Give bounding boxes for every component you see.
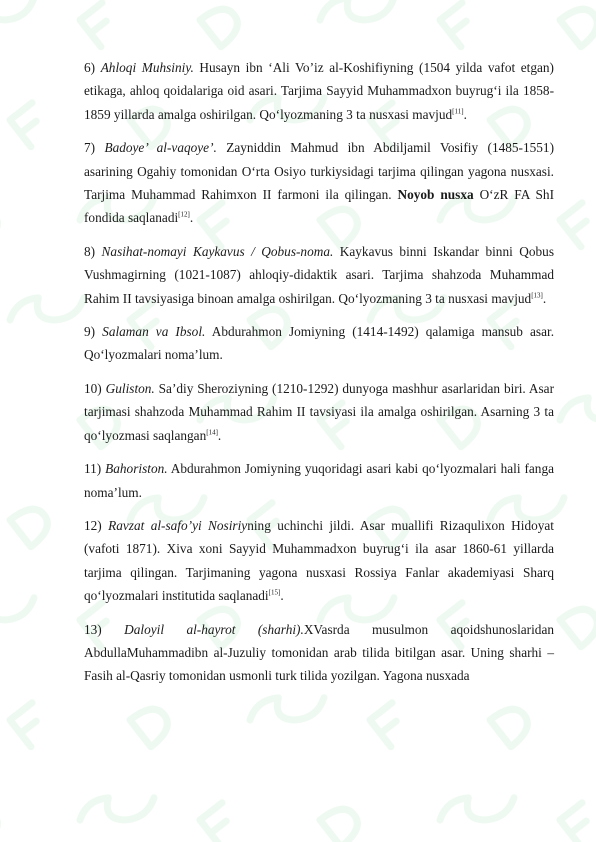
paragraph-text: Zayniddin Mahmud ibn Abdiljamil Vosifiy (1485-1551) asarining Ogahiy tomonidan O‘rta Osiyo turkiysidagi tarjima qilingan yagona nusxasi. Tarjima Muhammad Rahimxon II farmoni ila qilingan. xyxy=(84,140,554,203)
work-title: Daloyil al-hayrot (sharhi). xyxy=(124,621,304,637)
paragraph-8: 8) Nasihat-nomayi Kaykavus / Qobus-noma. Kaykavus binni Iskandar binni Qobus Vushmagirning (1021-1087) ahloqiy-didaktik asari. Tarjima shahzoda Muhammad Rahim II tavsiyasiga binoan amalga oshirilgan. Qo‘lyozmaning 3 ta nusxasi mavjud[13]. xyxy=(84,243,554,306)
watermark-glyph xyxy=(436,771,517,842)
footnote-ref[interactable]: [12] xyxy=(178,211,190,220)
watermark-glyph xyxy=(370,703,413,747)
watermark-glyph xyxy=(320,802,365,842)
watermark-glyph xyxy=(560,602,596,647)
paragraph-11 xyxy=(84,457,554,504)
watermark-glyph xyxy=(0,571,38,647)
watermark-glyph xyxy=(200,2,245,47)
paragraph-text: Abdurahmon Jomiyning yuqoridagi asari kabi qo‘lyozmalari hali fanga noma’lum. xyxy=(84,461,554,500)
footnote-ref[interactable]: [14] xyxy=(206,428,218,437)
watermark-glyph xyxy=(10,703,53,747)
paragraph-text: ning uchinchi jildi. Asar muallifi Rizaqulixon Hidoyat (vafoti 1871). Xiva xoni Sayyid Muhammadxon buyrug‘i ila asar 1860-61 yillarda tarjima qilingan. Tarjimaning yagona nusxasi Rossiya Fanlar akademiyasi Sharq qo‘lyozmalari institutida saqlanadi xyxy=(84,517,554,604)
item-number: 8) xyxy=(84,243,96,259)
footnote-ref[interactable]: [11] xyxy=(452,107,464,116)
work-title: Guliston. xyxy=(105,380,155,396)
watermark-glyph xyxy=(560,803,596,842)
paragraph-6: 6) Ahloqi Muhsiniy. Husayn ibn ‘Ali Vo’iz al-Koshifiyning (1504 yilda vafot etgan) etikaga, ahloq qoidalariga oid asari. Tarjima Sayyid Muhammadxon buyrug‘i ila 1858-1859 yillarda amalga oshirilgan. Qo‘lyozmaning 3 ta nusxasi mavjud[11]. xyxy=(84,60,554,122)
item-number: 13) xyxy=(84,621,102,637)
footnote-ref[interactable]: [13] xyxy=(531,291,543,300)
item-number: 6) xyxy=(84,60,96,75)
watermark-glyph xyxy=(0,802,5,842)
bold-phrase: Noyob nusxa xyxy=(397,187,474,203)
item-number: 10) xyxy=(84,380,102,396)
watermark-glyph xyxy=(0,202,5,247)
paragraph-10: 10) Guliston. Sa’diy Sheroziyning (1210-1292) dunyoga mashhur asarlaridan biri. Asar tarjimasi shahzoda Muhammad Rahim II tavsiyasi ila amalga oshirilgan. Asarning 3 ta qo‘lyozmasi saqlangan[14]. xyxy=(84,380,554,443)
paragraph-13 xyxy=(84,618,554,688)
watermark-glyph xyxy=(200,803,243,842)
item-number: 11) xyxy=(84,461,102,477)
watermark-glyph xyxy=(6,271,87,347)
watermark-glyph xyxy=(560,2,596,47)
watermark-glyph xyxy=(316,0,397,47)
watermark-glyph xyxy=(10,103,53,147)
watermark-glyph xyxy=(560,203,596,247)
watermark-glyph xyxy=(440,3,483,47)
watermark-glyph xyxy=(130,702,175,747)
watermark-glyph xyxy=(10,502,55,547)
item-number: 12) xyxy=(84,517,102,533)
work-title: Badoye’ al-vaqoye’. xyxy=(104,140,217,156)
watermark-glyph xyxy=(80,3,123,47)
item-number: 7) xyxy=(84,140,96,156)
watermark-glyph xyxy=(490,702,535,747)
item-number: 9) xyxy=(84,324,96,340)
work-title: Ravzat al-safo’yi Nosiriy xyxy=(108,517,248,533)
watermark-glyph xyxy=(0,0,38,47)
paragraph-text: Abdurahmon Jomiyning (1414-1492) qalamiga mansub asar. Qo‘lyozmalari noma’lum. xyxy=(84,324,555,363)
paragraph-text: Kaykavus binni Iskandar binni Qobus Vushmagirning (1021-1087) ahloqiy-didaktik asari. Tarjima shahzoda Muhammad Rahim II tavsiyasiga binoan amalga oshirilgan. Qo‘lyozmaning 3 ta nusxasi mavjud xyxy=(84,243,554,306)
paragraph-text: O‘zR FA ShI fondida saqlanadi xyxy=(84,187,554,226)
work-title: Ahloqi Muhsiniy. xyxy=(100,60,194,75)
paragraph-text: Husayn ibn ‘Ali Vo’iz al-Koshifiyning (1504 yilda vafot etgan) etikaga, ahloq qoidalariga oid asari. Tarjima Sayyid Muhammadxon buyrug‘i ila 1858-1859 yillarda amalga oshirilgan. Qo‘lyozmaning 3 ta nusxasi mavjud xyxy=(84,60,554,122)
paragraph-7: 7) Badoye’ al-vaqoye’. Zayniddin Mahmud ibn Abdiljamil Vosifiy (1485-1551) asarining Ogahiy tomonidan O‘rta Osiyo turkiysidagi tarjima qilingan yagona nusxasi. Tarjima Muhammad Rahimxon II farmoni ila qilingan. Noyob nusxa O‘zR FA ShI fondida saqlanadi[12]. xyxy=(84,140,554,226)
work-title: Salaman va Ibsol. xyxy=(102,324,206,340)
document-page xyxy=(84,56,554,698)
work-title: Bahoriston. xyxy=(105,461,168,477)
footnote-ref[interactable]: [15] xyxy=(268,588,281,597)
work-title: Nasihat-nomayi Kaykavus / Qobus-noma. xyxy=(101,243,334,259)
paragraph-text: XVasrda musulmon aqoidshunoslaridan AbdullaMuhammadibn al-Juzuliy tomonidan arab tilida bitilgan asar. Uning sharhi – Fasih al-Qasriy tomonidan usmonli turk tilida yozilgan. Yagona nusxada xyxy=(84,621,554,684)
watermark-glyph xyxy=(0,403,3,447)
watermark-glyph xyxy=(556,371,596,447)
watermark-glyph xyxy=(76,771,157,842)
paragraph-text: Sa’diy Sheroziyning (1210-1292) dunyoga mashhur asarlaridan biri. Asar tarjimasi shahzoda Muhammad Rahim II tavsiyasi ila amalga oshirilgan. Asarning 3 ta qo‘lyozmasi saqlangan xyxy=(84,380,554,443)
paragraph-9 xyxy=(84,320,554,367)
paragraph-12: 12) Ravzat al-safo’yi Nosiriyning uchinchi jildi. Asar muallifi Rizaqulixon Hidoyat (vafoti 1871). Xiva xoni Sayyid Muhammadxon buyrug‘i ila asar 1860-61 yillarda tarjima qilingan. Tarjimaning yagona nusxasi Rossiya Fanlar akademiyasi Sharq qo‘lyozmalari institutida saqlanadi[15]. xyxy=(84,517,554,604)
